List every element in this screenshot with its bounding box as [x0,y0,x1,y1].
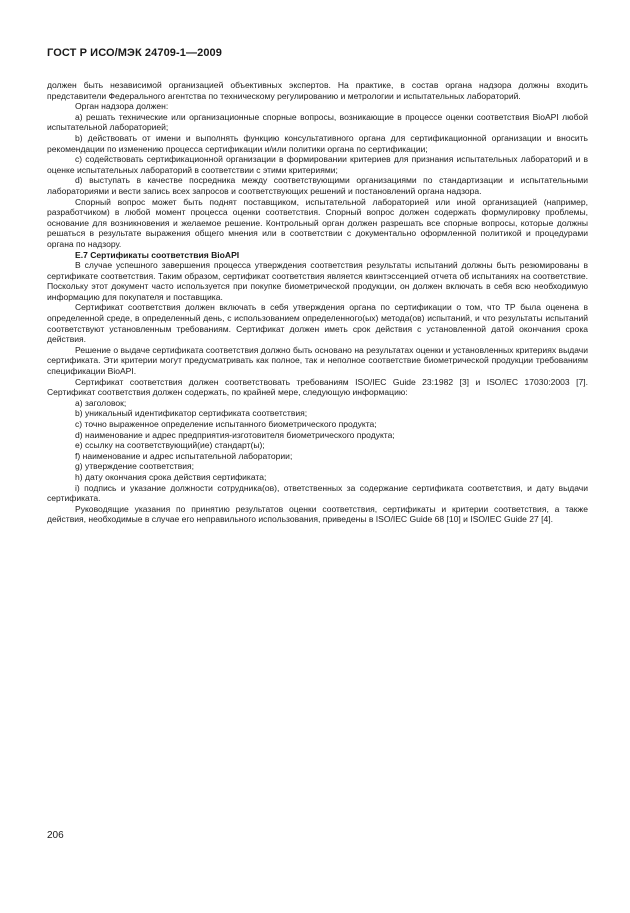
list-item: a) решать технические или организационные спорные вопросы, возникающие в процессе оценки соответствия BioAPI любой испытательной лабораторией; [47,111,588,133]
page-number: 206 [47,830,64,841]
section-heading: E.7 Сертификаты соответствия BioAPI [75,249,240,260]
list-item: d) наименование и адрес предприятия-изготовителя биометрического продукта; [75,429,395,440]
list-item: g) утверждение соответствия; [75,461,195,472]
list-item: h) дату окончания срока действия сертификата; [75,471,267,482]
paragraph: В случае успешного завершения процесса утверждения соответствия результаты испытаний должны быть резюмированы в сертификате соответствия. Таким образом, сертификат соответствия является квинтэссенцией отчета об испытаниях на соответствие. Поскольку этот документ часто используется при покупке биометрической продукции, он должен включать в себя всю необходимую информацию для покупателя и поставщика. [47,260,588,302]
list-item: a) заголовок; [75,397,127,408]
list-item: i) подпись и указание должности сотрудника(ов), ответственных за содержание сертификата соответствия, и дату выдачи сертификата. [47,482,588,504]
paragraph: Решение о выдаче сертификата соответствия должно быть основано на результатах оценки и установленных критериях выдачи сертификата. Эти критерии могут предусматривать как полное, так и неполное соответствие биометрической продукции требованиям спецификации BioAPI. [47,344,588,377]
list-item: b) действовать от имени и выполнять функцию консультативного органа для сертификационной организации и вносить рекомендации по изменению процесса сертификации и/или политики органа по сертификации; [47,132,588,154]
list-item: e) ссылку на соответствующий(ие) стандарт(ы); [75,440,265,451]
document-header: ГОСТ Р ИСО/МЭК 24709-1—2009 [47,47,222,59]
paragraph: Сертификат соответствия должен соответствовать требованиям ISO/IEC Guide 23:1982 [3] и ISO/IEC 17030:2003 [7]. Сертификат соответствия должен содержать, по крайней мере, следующую информацию: [47,376,588,398]
list-item: d) выступать в качестве посредника между соответствующими организациями по стандартизации и испытательными лабораториями и вести запись всех запросов и соответствующих решений и постановлений органа надзора. [47,175,588,196]
paragraph: Руководящие указания по принятию результатов оценки соответствия, сертификаты и критерии соответствия, а также действия, необходимые в случае его неправильного использования, приведены в ISO/IEC Guide 68 [10] и ISO/IEC Guide 27 [4]. [47,503,588,525]
paragraph: Сертификат соответствия должен включать в себя утверждения органа по сертификации о том, что ТР была оценена в определенной среде, в определенный день, с использованием определенного(ых) метода(ов) испытаний, и что результаты испытаний соответствуют установленным требованиям. Сертификат должен иметь срок действия с установленной датой окончания срока действия. [47,302,588,345]
paragraph: Спорный вопрос может быть поднят поставщиком, испытательной лабораторией или иной организацией (например, разработчиком) в любой момент процесса оценки соответствия. Спорный вопрос должен содержать формулировку проблемы, основание для возникновения и желаемое решение. Контрольный орган должен разрешать все спорные вопросы, которые должны решаться в результате выражения общего мнения или в соответствии с документально оформленной политикой и процедурами органа по надзору. [47,196,588,249]
list-item: b) уникальный идентификатор сертификата соответствия; [75,408,308,419]
paragraph: Орган надзора должен: [75,101,169,112]
list-item: f) наименование и адрес испытательной лаборатории; [75,450,293,461]
list-item: c) содействовать сертификационной организации в формировании критериев для признания испытательных лабораторий и в оценке испытательных лабораторий в соответствии с этими критериями; [47,154,588,175]
document-body [47,80,588,525]
list-item: c) точно выраженное определение испытанного биометрического продукта; [75,419,377,429]
paragraph: должен быть независимой организацией объективных экспертов. На практике, в состав органа надзора должны входить представители Федерального агентства по техническому регулированию и метрологии и испытательных лабораторий. [47,80,588,101]
